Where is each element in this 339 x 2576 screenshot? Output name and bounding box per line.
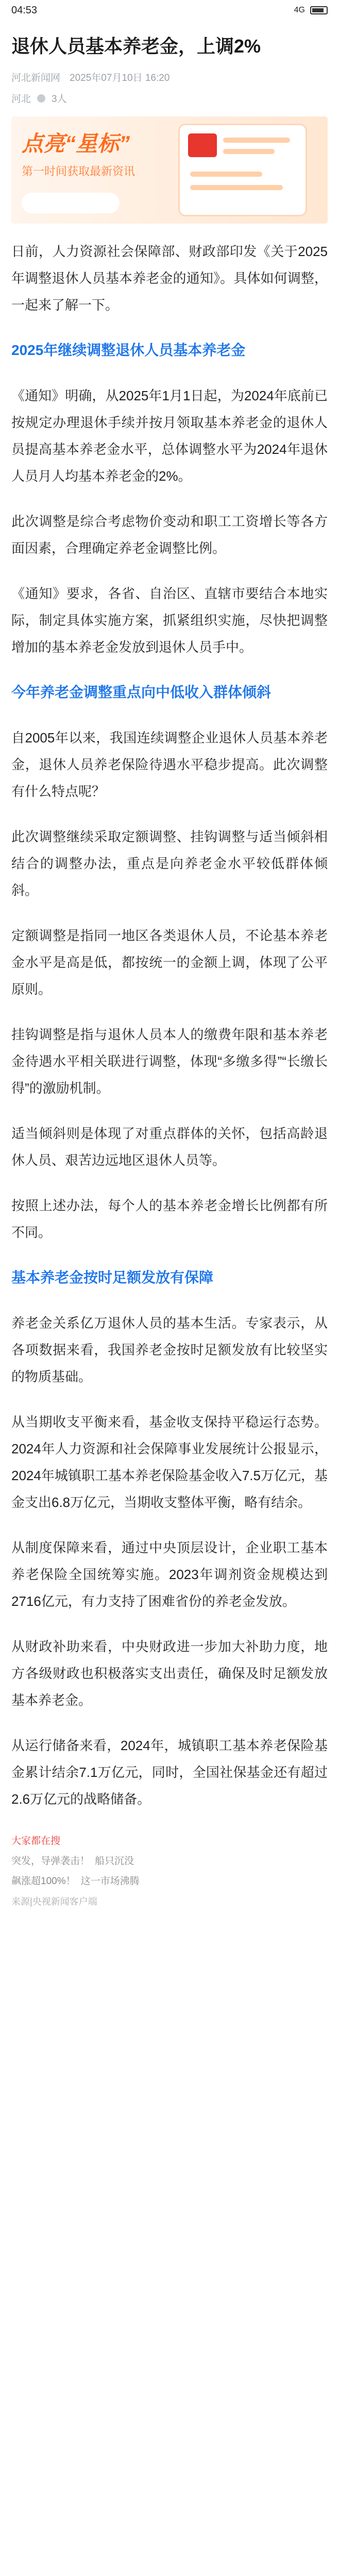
article-location-row — [11, 91, 328, 105]
paragraph: 《通知》要求，各省、自治区、直辖市要结合本地实际，制定具体实施方案，抓紧组织实施，尽快把调整增加的基本养老金发放到退休人员手中。 — [11, 586, 328, 655]
location-text: 河北 — [11, 94, 31, 105]
related-tag: 飙涨超100%！ — [11, 1876, 76, 1887]
section-heading: 今年养老金调整重点向中低收入群体倾斜 — [11, 684, 272, 700]
related-text: 这一市场沸腾 — [80, 1876, 140, 1887]
bullet-item: 从运行储备来看，2024年，城镇职工基本养老保险基金累计结余7.1万亿元，同时，全国社保基金还有超过2.6万亿元的战略储备。 — [11, 1738, 328, 1807]
related-row[interactable] — [11, 1853, 328, 1867]
line — [190, 185, 283, 190]
bullet-item: 适当倾斜则是体现了对重点群体的关怀，包括高龄退休人员、艰苦边远地区退休人员等。 — [11, 1126, 328, 1168]
article-title: 退休人员基本养老金，上调2% — [11, 36, 261, 57]
status-bar — [0, 0, 339, 21]
paragraph: 自2005年以来，我国连续调整企业退休人员基本养老金，退休人员养老保险待遇水平稳步提高。此次调整有什么特点呢？ — [11, 730, 328, 799]
line — [223, 138, 290, 143]
related-row[interactable] — [11, 1833, 328, 1847]
bullet-item: 从当期收支平衡来看，基金收支保持平稳运行态势。2024年人力资源和社会保障事业发展统计公报显示，2024年城镇职工基本养老保险基金收入7.5万亿元，基金支出6.8万亿元，当期收支整体平衡，略有结余。 — [11, 1414, 328, 1510]
paragraph: 养老金关系亿万退休人员的基本生活。专家表示，从各项数据来看，我国养老金按时足额发放有比较坚实的物质基础。 — [11, 1315, 328, 1384]
related-tag: 突发，导弹袭击！ — [11, 1856, 90, 1867]
paragraph: 按照上述办法，每个人的基本养老金增长比例都有所不同。 — [11, 1198, 328, 1240]
star-banner[interactable] — [11, 116, 328, 224]
related-tag: 大家都在搜 — [11, 1836, 61, 1846]
reader-icon — [37, 94, 45, 103]
banner-title: 点亮“星标” — [22, 131, 130, 156]
signal-icon: 4G — [294, 6, 305, 14]
section-heading: 基本养老金按时足额发放有保障 — [11, 1269, 214, 1285]
source-note: 来源|央视新闻客户端 — [11, 1896, 97, 1907]
related-text: 船只沉没 — [95, 1856, 134, 1867]
banner-subtitle: 第一时间获取最新资讯 — [22, 165, 135, 178]
app-logo-icon — [188, 133, 217, 157]
banner-text — [22, 127, 135, 179]
battery-icon — [310, 6, 328, 14]
section-heading: 2025年继续调整退休人员基本养老金 — [11, 342, 246, 358]
banner-pill — [22, 193, 120, 213]
readers-count: 3人 — [52, 94, 67, 105]
bullet-item: 从财政补助来看，中央财政进一步加大补助力度，地方各级财政也积极落实支出责任，确保及时足额发放基本养老金。 — [11, 1639, 328, 1708]
article-source[interactable]: 河北新闻网 — [11, 73, 61, 83]
paragraph: 日前，人力资源社会保障部、财政部印发《关于2025年调整退休人员基本养老金的通知》。具体如何调整，一起来了解一下。 — [11, 244, 328, 313]
bullet-item: 从制度保障来看，通过中央顶层设计，企业职工基本养老保险全国统筹实施。2023年调剂资金规模达到2716亿元，有力支持了困难省份的养老金发放。 — [11, 1540, 328, 1609]
line — [223, 149, 275, 154]
line — [190, 172, 262, 177]
status-time: 04:53 — [11, 4, 38, 16]
article-body — [11, 238, 328, 1812]
article-meta — [11, 70, 328, 84]
related-searches — [11, 1833, 328, 1908]
paragraph: 此次调整继续采取定额调整、挂钩调整与适当倾斜相结合的调整办法，重点是向养老金水平较低群体倾斜。 — [11, 829, 328, 898]
article-page — [0, 33, 339, 1908]
status-icons — [294, 6, 328, 15]
paragraph: 此次调整是综合考虑物价变动和职工工资增长等各方面因素，合理确定养老金调整比例。 — [11, 514, 328, 556]
bullet-item: 挂钩调整是指与退休人员本人的缴费年限和基本养老金待遇水平相关联进行调整，体现“多缴多得”“长缴长得”的激励机制。 — [11, 1027, 328, 1096]
article-date: 2025年07月10日 16:20 — [70, 73, 170, 83]
banner-phone-illustration — [178, 124, 307, 216]
paragraph: 《通知》明确，从2025年1月1日起，为2024年底前已按规定办理退休手续并按月领取基本养老金的退休人员提高基本养老金水平，总体调整水平为2024年退休人员月人均基本养老金的2%。 — [11, 388, 328, 484]
related-row[interactable] — [11, 1873, 328, 1887]
bullet-item: 定额调整是指同一地区各类退休人员，不论基本养老金水平是高是低，都按统一的金额上调，体现了公平原则。 — [11, 928, 328, 997]
